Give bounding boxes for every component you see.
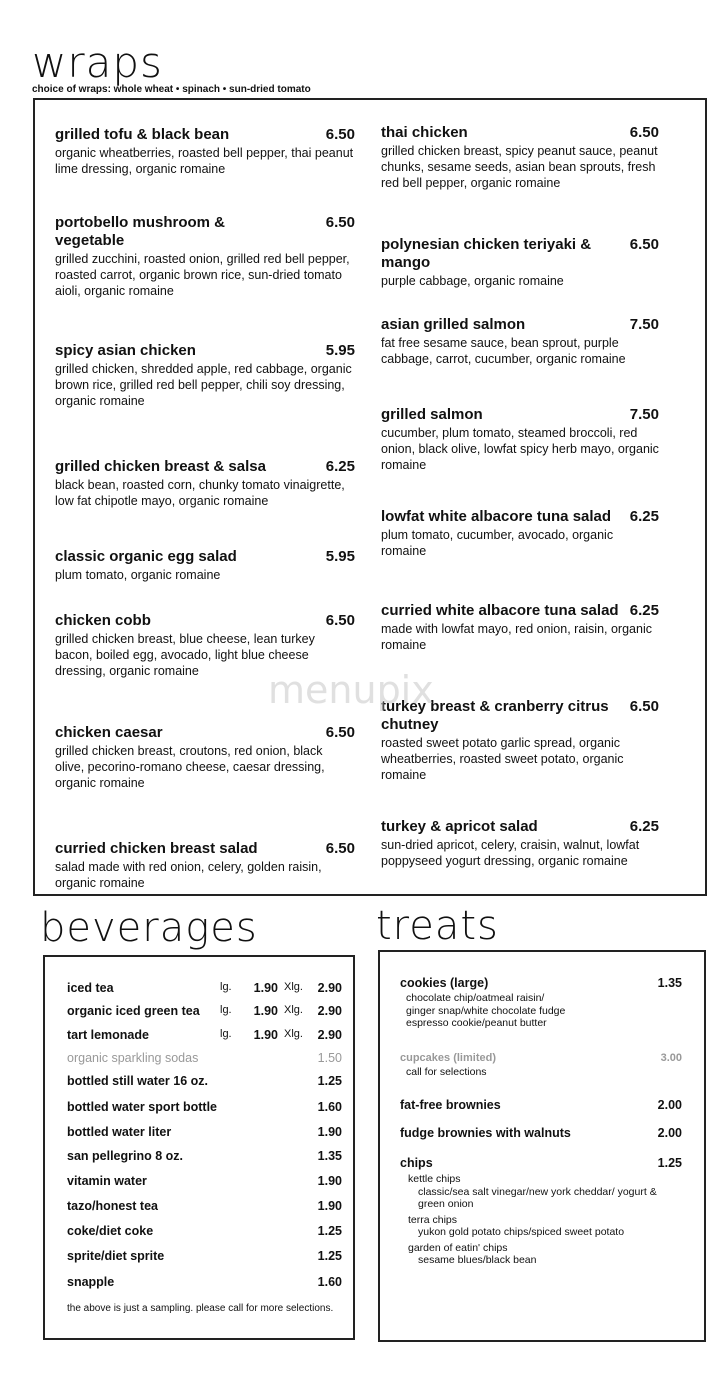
item-desc: grilled chicken breast, croutons, red onion, black olive, pecorino-romano cheese, caesar dressing, organic romaine xyxy=(55,744,325,790)
item-desc: grilled chicken, shredded apple, red cabbage, organic brown rice, grilled red bell pepper, chili soy dressing, organic romaine xyxy=(55,362,352,408)
wrap-item xyxy=(381,818,659,869)
wrap-item xyxy=(381,406,659,473)
size-xlg: Xlg. xyxy=(284,1004,303,1016)
size-xlg: Xlg. xyxy=(284,981,303,993)
beverage-price: 1.25 xyxy=(317,1224,342,1238)
chips-group-label: garden of eatin' chips xyxy=(408,1241,508,1254)
treat-price: 1.35 xyxy=(657,976,682,990)
wrap-item xyxy=(381,124,659,191)
beverage-row xyxy=(67,1249,342,1263)
size-lg: lg. xyxy=(220,1028,232,1040)
item-price: 6.50 xyxy=(325,126,355,143)
item-desc: black bean, roasted corn, chunky tomato vinaigrette, low fat chipotle mayo, organic romaine xyxy=(55,478,345,508)
beverage-row xyxy=(67,1125,342,1139)
wrap-item xyxy=(381,508,659,559)
wrap-item xyxy=(55,840,355,891)
price-lg: 1.90 xyxy=(253,1004,278,1018)
wrap-item xyxy=(55,342,355,409)
treat-desc-line: ginger snap/white chocolate fudge xyxy=(406,1004,566,1017)
item-name: grilled chicken breast & salsa xyxy=(55,458,266,475)
beverage-price: 1.60 xyxy=(317,1100,342,1114)
treat-name: fat-free brownies xyxy=(400,1098,501,1112)
treats-title: treats xyxy=(376,903,499,949)
item-price: 6.25 xyxy=(629,508,659,525)
item-price: 5.95 xyxy=(325,548,355,565)
wrap-item xyxy=(55,724,355,791)
treat-name: cupcakes (limited) xyxy=(400,1052,496,1064)
item-desc: grilled zucchini, roasted onion, grilled red bell pepper, roasted carrot, organic brown rice, sun-dried tomato aioli, organic romaine xyxy=(55,252,350,298)
treat-name: fudge brownies with walnuts xyxy=(400,1126,571,1140)
beverage-name: snapple xyxy=(67,1275,115,1289)
item-name: spicy asian chicken xyxy=(55,342,196,359)
wrap-item xyxy=(55,126,355,177)
beverages-title: beverages xyxy=(40,905,258,951)
chips-group-label: terra chips xyxy=(408,1213,458,1226)
item-price: 6.50 xyxy=(325,840,355,857)
size-lg: lg. xyxy=(220,1004,232,1016)
item-name: chicken caesar xyxy=(55,724,163,741)
item-name: lowfat white albacore tuna salad xyxy=(381,508,612,525)
beverage-name: san pellegrino 8 oz. xyxy=(67,1149,183,1163)
treat-name: cookies (large) xyxy=(400,976,489,990)
treat-price: 1.25 xyxy=(657,1156,682,1170)
beverage-name: coke/diet coke xyxy=(67,1224,154,1238)
beverage-row xyxy=(67,1028,342,1042)
item-name: grilled salmon xyxy=(381,406,483,423)
item-desc: cucumber, plum tomato, steamed broccoli, red onion, black olive, lowfat spicy herb mayo, organic romaine xyxy=(381,426,659,472)
chips-group-desc: classic/sea salt vinegar/new york cheddar/ yogurt & green onion xyxy=(418,1185,657,1210)
wrap-item xyxy=(381,602,659,653)
beverages-note: the above is just a sampling. please call for more selections. xyxy=(67,1303,334,1314)
beverage-name: vitamin water xyxy=(67,1174,147,1188)
chips-group-desc: sesame blues/black bean xyxy=(418,1254,537,1266)
item-desc: sun-dried apricot, celery, craisin, walnut, lowfat poppyseed yogurt dressing, organic romaine xyxy=(381,838,640,868)
item-name: grilled tofu & black bean xyxy=(55,126,230,143)
wrap-item xyxy=(381,236,659,289)
item-price: 7.50 xyxy=(629,316,659,333)
wraps-box xyxy=(33,98,707,896)
wrap-item xyxy=(381,316,659,367)
item-name: polynesian chicken teriyaki & mango xyxy=(381,236,592,271)
item-desc: plum tomato, organic romaine xyxy=(55,568,221,582)
beverage-price: 1.25 xyxy=(317,1249,342,1263)
wraps-title: wraps xyxy=(32,38,163,87)
item-desc: grilled chicken breast, blue cheese, lean turkey bacon, boiled egg, avocado, light blue cheese dressing, organic romaine xyxy=(55,632,315,678)
size-xlg: Xlg. xyxy=(284,1028,303,1040)
wrap-item xyxy=(55,548,355,583)
item-desc: purple cabbage, organic romaine xyxy=(381,274,564,288)
treat-item-cupcakes xyxy=(400,1052,682,1079)
item-name: classic organic egg salad xyxy=(55,548,237,565)
item-price: 6.50 xyxy=(629,698,659,715)
beverage-name: bottled still water 16 oz. xyxy=(67,1074,208,1088)
wraps-subtitle: choice of wraps: whole wheat • spinach • sun-dried tomato xyxy=(32,84,311,95)
item-name: chicken cobb xyxy=(55,612,151,629)
price-lg: 1.90 xyxy=(253,1028,278,1042)
beverage-row xyxy=(67,981,342,995)
beverage-price: 1.60 xyxy=(317,1275,342,1289)
item-desc: organic wheatberries, roasted bell pepper, thai peanut lime dressing, organic romaine xyxy=(55,146,354,176)
beverage-name: iced tea xyxy=(67,981,114,995)
treat-item-brownies xyxy=(400,1098,682,1112)
item-price: 7.50 xyxy=(629,406,659,423)
item-name: curried chicken breast salad xyxy=(55,840,258,857)
item-price: 5.95 xyxy=(325,342,355,359)
item-price: 6.25 xyxy=(629,818,659,835)
treat-item-fudge-brownies xyxy=(400,1126,682,1140)
treat-price: 2.00 xyxy=(657,1126,682,1140)
treat-item-cookies xyxy=(400,976,682,1030)
beverage-name: organic sparkling sodas xyxy=(67,1051,199,1065)
beverage-price: 1.90 xyxy=(317,1199,342,1213)
treat-name: chips xyxy=(400,1156,433,1170)
beverage-name: bottled water liter xyxy=(67,1125,172,1139)
treat-price: 3.00 xyxy=(660,1052,682,1064)
price-xlg: 2.90 xyxy=(317,1028,342,1042)
price-lg: 1.90 xyxy=(253,981,278,995)
wrap-item xyxy=(55,458,355,509)
beverage-row xyxy=(67,1149,342,1163)
beverage-price: 1.35 xyxy=(317,1149,342,1163)
item-name: turkey & apricot salad xyxy=(381,818,538,835)
beverage-price: 1.90 xyxy=(317,1125,342,1139)
chips-group-label: kettle chips xyxy=(408,1173,461,1185)
price-xlg: 2.90 xyxy=(317,981,342,995)
item-price: 6.50 xyxy=(325,214,355,231)
item-desc: fat free sesame sauce, bean sprout, purple cabbage, carrot, cucumber, organic romaine xyxy=(381,336,626,366)
item-name: curried white albacore tuna salad xyxy=(381,602,619,619)
treat-price: 2.00 xyxy=(657,1098,682,1112)
item-name: thai chicken xyxy=(381,124,468,141)
item-name: turkey breast & cranberry citrus chutney xyxy=(381,698,609,733)
beverage-name: bottled water sport bottle xyxy=(67,1100,217,1114)
beverage-row xyxy=(67,1004,342,1018)
beverage-price: 1.25 xyxy=(317,1074,342,1088)
beverage-price: 1.90 xyxy=(317,1174,342,1188)
beverages-box xyxy=(43,955,355,1340)
beverage-price: 1.50 xyxy=(317,1051,342,1065)
beverage-row xyxy=(67,1051,342,1065)
treat-item-chips xyxy=(400,1156,682,1267)
wrap-item xyxy=(55,214,355,299)
beverage-row xyxy=(67,1199,342,1213)
treats-box xyxy=(378,950,706,1342)
item-price: 6.25 xyxy=(325,458,355,475)
item-desc: roasted sweet potato garlic spread, organic wheatberries, roasted sweet potato, organic romaine xyxy=(381,736,624,782)
treat-desc-line: espresso cookie/peanut butter xyxy=(406,1017,547,1029)
beverage-name: tart lemonade xyxy=(67,1028,149,1042)
beverage-name: organic iced green tea xyxy=(67,1004,200,1018)
item-price: 6.50 xyxy=(325,724,355,741)
beverage-row xyxy=(67,1275,342,1289)
menupix-watermark: menupix xyxy=(268,668,434,712)
item-name: asian grilled salmon xyxy=(381,316,526,333)
item-price: 6.50 xyxy=(325,612,355,629)
beverage-row xyxy=(67,1224,342,1238)
size-lg: lg. xyxy=(220,981,232,993)
treat-desc: call for selections xyxy=(406,1066,487,1078)
beverage-name: sprite/diet sprite xyxy=(67,1249,165,1263)
item-price: 6.25 xyxy=(629,602,659,619)
item-desc: plum tomato, cucumber, avocado, organic romaine xyxy=(381,528,614,558)
item-desc: salad made with red onion, celery, golden raisin, organic romaine xyxy=(55,860,322,890)
beverage-name: tazo/honest tea xyxy=(67,1199,158,1213)
price-xlg: 2.90 xyxy=(317,1004,342,1018)
chips-group-desc: yukon gold potato chips/spiced sweet potato xyxy=(418,1226,625,1238)
item-desc: made with lowfat mayo, red onion, raisin, organic romaine xyxy=(381,622,652,652)
beverage-row xyxy=(67,1074,342,1088)
item-price: 6.50 xyxy=(629,236,659,253)
item-desc: grilled chicken breast, spicy peanut sauce, peanut chunks, sesame seeds, asian bean sprouts, fresh red bell pepper, organic romaine xyxy=(381,144,658,190)
beverage-row xyxy=(67,1174,342,1188)
beverage-row xyxy=(67,1100,342,1114)
treat-desc-line: chocolate chip/oatmeal raisin/ xyxy=(406,992,545,1004)
item-price: 6.50 xyxy=(629,124,659,141)
item-name: portobello mushroom & vegetable xyxy=(55,214,225,249)
